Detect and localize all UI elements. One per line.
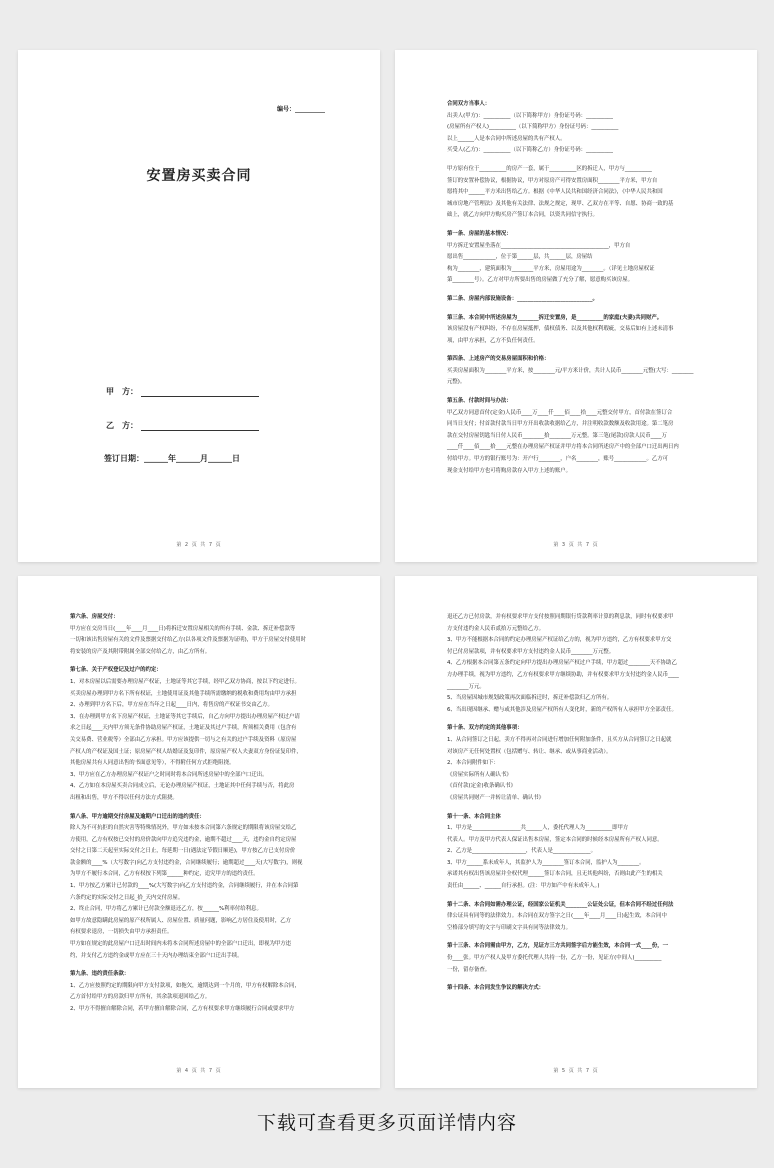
party-b-line — [141, 421, 259, 431]
page-two — [395, 50, 757, 562]
clause-text: 4、乙方根据本合同第五条约定向甲方提出办理房屋产权过户手续，甲方超过________天不协助乙 — [447, 660, 677, 667]
page-two-body — [447, 92, 717, 477]
page-footer: 第 3 页 共 7 页 — [553, 542, 599, 548]
party-a-line — [141, 387, 259, 397]
clause-text: 一切和该出售房屋有关的文件及票据交付给乙方(以各项文件及票据为证明)，甲方于房屋交付使用时 — [70, 637, 307, 644]
clause-heading: 第一条、房屋的基本情况： — [447, 230, 512, 237]
clause-heading: 第二条、房屋内部设施设备：____________________________。 — [447, 295, 598, 302]
clause-heading: 第五条、付款时间与办法： — [447, 398, 512, 405]
clause-text: 方支付违约金人民币贰拾万元整给乙方。 — [447, 625, 545, 632]
clause-heading: 第十条、双方约定的其他事项： — [447, 725, 523, 732]
clause-text: 六条约定的实际交付之日起_拾_天内交付房屋。 — [70, 894, 184, 901]
page-three-body — [70, 612, 340, 1016]
clause-text: 《房屋实际所有人确认书》 — [447, 771, 512, 778]
clause-heading: 第十四条、本合同发生争议的解决方式： — [447, 985, 545, 992]
clause-text: 4、乙方如在本房屋买卖合同成立后，无论办理房屋产权证，土地证其中任何手续与否，将此房 — [70, 783, 295, 790]
clause-text: 3、甲方不能根据本合同的约定办理房屋产权证给乙方的，视为甲方违约，乙方有权要求甲方交 — [447, 637, 672, 644]
clause-text: 如甲方故意隐瞒此房屋的原产权所属人、房屋位置、质量问题，影响乙方居住及使用时，乙方 — [70, 917, 292, 924]
clause-text: 将安装的房产及其附带附属全部交付给乙方，由乙方所有。 — [70, 648, 211, 655]
clause-text: 买卖房屋办理到甲方名下所有权证，土地使用证及其他手续所需缴纳的税收和费用均由甲方承担 — [70, 690, 297, 697]
clause-text: 1、甲方是__________________共______人，委托代理人为__________即甲方 — [447, 825, 629, 832]
clause-heading: 第七条、关于产权登记及过户的约定： — [70, 667, 162, 674]
clause-heading: 第十三条、本合同需由甲方，乙方，见证方三方共同签字后方能生效，本合同一式____份，一 — [447, 943, 669, 950]
clause-text: 约，并支付乙方违约金或甲方应在三十天内办理结束全部户口迁出手续。 — [70, 952, 243, 959]
clause-text: 买受人(乙方)：__________（以下简称乙方）身份证号码：__________ — [447, 147, 613, 154]
page-cover — [18, 50, 380, 562]
clause-text: 3、甲方应在乙方办理房屋产权证户之时同时将本合同所述房屋中的全部户口迁出。 — [70, 771, 268, 778]
clause-text: 甲乙双方同意首付(定金)人民币____万____仟____佰____拾____元整交付甲方，首付款在签订合 — [447, 409, 673, 416]
party-b-label: 乙 方： — [106, 421, 138, 430]
clause-text: 同当日支付；付首款付款当日甲方开出收款收据给乙方，并注明收款数额及收款用途。第二笔房 — [447, 421, 674, 428]
clause-text: 以上______人是本合同中所述房屋的共有产权人。 — [447, 135, 566, 142]
clause-text: 款金额的____%（大写数字)向乙方支付违约金，合同继续履行；逾期超过____天(大写数字)，则视 — [70, 859, 303, 866]
clause-text: 第________号）。乙方对甲方所要出售的房屋做了充分了解，愿意购买该房屋。 — [447, 277, 633, 284]
clause-heading: 第十二条、本合同如需办理公证，经国家公证机关________公证处公证，但本合同不经过任何法 — [447, 901, 674, 908]
clause-text: 空格部分填写的文字与印刷文字具有同等法律效力。 — [447, 924, 571, 931]
clause-text: 项，由甲方承担，乙方不负任何责任。 — [447, 337, 539, 344]
clause-text: 5、当房屋因城市规划政策再次面临拆迁时，拆迁补偿款归乙方所有。 — [447, 695, 613, 702]
clause-text: 2、办理到甲方名下后，甲方应在当年之日起____日内，将售房的产权证书交由乙方。 — [70, 702, 273, 709]
clause-text: 构为________，建筑面积为________平方米，房屋用途为________。（详见土地房屋权证 — [447, 265, 655, 272]
clause-text: 产权人的产权证及国土证；原房屋产权人结婚证及复印件，原房屋产权人夫妻双方身份证复印件， — [70, 748, 302, 755]
clause-text: 方使用，乙方有权按已交付的房价款向甲方追究违约金，逾期不超过____天，违约金自约定房屋 — [70, 836, 297, 843]
clause-text: 交付之日第二天起至实际交付之日止，每延期一日(遇法定节假日顺延)，甲方按乙方已支付房价 — [70, 848, 296, 855]
clause-text: ________万元。 — [447, 683, 485, 690]
sign-date-row — [104, 453, 240, 464]
clause-text: 出租和出售，甲方不得以任何方法方式阻挠。 — [70, 794, 178, 801]
clause-text: 承诺其有权出售该房屋并全权代理______签订本合同，且无其他纠纷，否则由此产生的相关 — [447, 871, 663, 878]
contract-title: 安置房买卖合同 — [146, 168, 252, 184]
party-a-row — [106, 386, 259, 397]
download-caption: 下载可查看更多页面详情内容 — [256, 1112, 517, 1134]
clause-text: 城市房地产管理法》及其他有关法律、法规之规定，现甲、乙双方在平等、自愿、协商一致的基 — [447, 200, 674, 207]
clause-heading: 第六条、房屋交付： — [70, 614, 119, 620]
page-four-body — [447, 612, 717, 995]
clause-text: 关交易费、营业税等）全部由乙方承担。甲方应该提供一切与之有关的过户手续及资料（原房屋 — [70, 736, 297, 743]
clause-text: 求之日起____天内甲方须无条件协助房屋产权证，土地证及其过户手续，所须相关费用（包含有 — [70, 725, 297, 732]
clause-text: 础上，就乙方向甲方购买房产签订本合同，以资共同信守执行。 — [447, 212, 598, 219]
clause-text: 1、乙方应按照约定的期限向甲方支付款项，如拖欠，逾期达到一个月的，甲方有权解除本合同， — [70, 982, 300, 989]
clause-text: 该房屋没有产权纠纷，不存在房屋抵押，债权债务、以及其他权利瑕疵，交易后如有上述未清事 — [447, 326, 674, 333]
clause-text: 付已付房屋款项，并有权要求甲方支付违约金人民币________万元整。 — [447, 648, 615, 655]
clause-heading: 第十一条、本合同主体 — [447, 813, 501, 820]
page-three — [18, 576, 380, 1088]
clause-heading: 第八条、甲方逾期交付房屋及逾期户口迁出的违约责任： — [70, 813, 205, 820]
clause-text: ____仟____佰____拾____元整在办理房屋产权证并甲方将本合同所述房产中的全部户口迁出两日内 — [447, 444, 679, 451]
clause-text: 代表人。甲方及甲方代表人保证出售本房屋，签定本合同的时候经本房屋所有产权人同意。 — [447, 836, 663, 843]
clause-text: 律公证具有同等的法律效力。本合同在双方签字之日(____年____月____日)起生效，本合同中 — [447, 913, 667, 920]
clause-text: 3、在办理到甲方名下房屋产权证，土地证等其它手续后，自乙方向甲方提出办理房屋产权过户请 — [70, 713, 300, 720]
clause-text: 甲方拆迁安置屋坐落在________________________________________，甲方自 — [447, 242, 631, 249]
clause-text: 份____张。甲方产权人及甲方委托代理人共持一份，乙方一份，见证方(中间人)__________ — [447, 955, 662, 962]
clause-text: 责任由______、______自行承担。(注：甲方如产中有未成年人。) — [447, 883, 600, 890]
contract-number: 编号：__________ — [276, 106, 325, 113]
clause-text: 1、对本房屋以后需要办理房屋产权证，土地证等其它手续，经甲乙双方协商，按以下约定进行。 — [70, 678, 300, 685]
clause-text: 款在交付房屋钥匙当日付人民币________拾________万元整。第三笔(尾款)房款人民币____万 — [447, 432, 667, 439]
clause-text: 6、当出现因继承、赠与或其他涉及房屋产权所有人变化时，新的产权所有人承担甲方全部责任。 — [447, 706, 677, 713]
clause-text: 现金支付给甲方也可将购房款存入甲方上述的账户。 — [447, 467, 571, 474]
clause-heading: 第四条、上述房产的交易房屋面积和价格： — [447, 356, 550, 363]
clause-text: 2、甲方不得擅自解除合同，若甲方擅自解除合同，乙方有权要求甲方继续履行合同或要求甲方 — [70, 1006, 295, 1012]
clause-text: 2、乙方是____________________，代表人是______________。 — [447, 848, 596, 855]
page-four — [395, 576, 757, 1088]
clause-text: 愿出售____________，位于第______层，共______层，房屋结 — [447, 254, 593, 261]
page-footer: 第 5 页 共 7 页 — [553, 1068, 599, 1074]
clause-text: 3、甲方______系未成年人，其监护人为________签订本合同，监护人为________。 — [447, 859, 645, 866]
clause-text: 《首付款(定金)收条确认书》 — [447, 783, 516, 790]
clause-text: 元整)。 — [447, 379, 466, 386]
page-footer: 第 4 页 共 7 页 — [176, 1068, 222, 1074]
clause-text: 其他房屋共有人同意出售的书面意见等），不得附任何方式拒绝阻挠。 — [70, 760, 235, 767]
clause-text: 出卖人(甲方)：__________（以下简称甲方）身份证号码：__________ — [447, 112, 613, 119]
clause-text: 方办理手续，视为甲方违约，乙方有权要求甲方继续协助，并有权要求甲方支付违约金人民币____ — [447, 671, 679, 678]
clause-text: 一份，留存备查。 — [447, 966, 491, 973]
page-footer: 第 2 页 共 7 页 — [176, 542, 222, 548]
clause-heading: 第三条、本合同中所述房屋为________拆迁安置房，是__________的家庭(夫妻)共同财产。 — [447, 314, 663, 321]
clause-text: 2、本合同附件如下： — [447, 760, 499, 767]
clause-text: 对该房产无任何处置权（包括赠与、转让、继承、或从事商业活动）。 — [447, 748, 612, 755]
clause-text: 有权要求退房，一切损失由甲方承担责任。 — [70, 929, 173, 936]
clause-text: 付给甲方。甲方的银行账号为：开户行________，户名________，账号____________。乙方可 — [447, 456, 669, 463]
clause-text: 为甲方不履行本合同，乙方有权按下列第______种约定，追究甲方的违约责任。 — [70, 871, 259, 878]
clause-text: 1、甲方按乙方累计已付款的____%(大写数字)向乙方支付违约金，合同继续履行，并在本合同第 — [70, 883, 299, 890]
clause-text: 乙方首付给甲方的房款归甲方所有，其余款项退回给乙方。 — [70, 994, 211, 1001]
clause-text: 2、终止合同，甲方将乙方累计已付款全额退还乙方，按______%利率付给利息。 — [70, 906, 262, 913]
clause-text: 签订的安置补偿协议，根据协议，甲方对原房产可得安置房面积________平方米，甲方自 — [447, 177, 658, 184]
party-b-row — [106, 420, 259, 431]
clause-text: 甲方如在规定的此房屋户口迁出时间内未将本合同所述房屋中的全部户口迁出，即视为甲方违 — [70, 941, 292, 948]
clause-heading: 合同双方当事人： — [447, 101, 491, 107]
clause-text: 《房屋共同财产一并转让清单、确认书》 — [447, 794, 545, 801]
clause-text: 愿将其中______平方米出售给乙方。根据《中华人民共和国经济合同法》，《中华人民共和国 — [447, 189, 663, 196]
clause-text: 除人为不可抗拒的自然灾害等特殊情况外，甲方如未按本合同第六条规定的期限将该房屋交给乙 — [70, 825, 297, 832]
clause-text: 退还乙方已付房款，并有权要求甲方支付按照同期银行贷款利率计算的利息款，同时有权要求甲 — [447, 614, 674, 620]
clause-text: 甲方应在交房当日(____年____月____日)将拆迁安置房屋相关的所有手续、金款、拆迁补偿款等 — [70, 625, 296, 632]
clause-text: (房屋所有产权人)__________（以下简称甲方）身份证号码：__________ — [447, 124, 619, 131]
party-a-label: 甲 方： — [106, 387, 138, 396]
clause-heading: 第九条、违约责任条款： — [70, 971, 130, 978]
clause-text: 甲方原有位于__________的房产一套，属于__________区的拆迁人，甲方与__________ — [447, 165, 652, 172]
sign-date-label: 签订日期：______年______月______日 — [104, 454, 240, 463]
clause-text: 1、从合同签订之日起，卖方不得再对合同进行增加任何附加条件，且买方从合同签订之日起就 — [447, 736, 672, 743]
clause-text: 买卖房屋面积为________平方米，按________元/平方米计价，共计人民币________元整(大写：________ — [447, 367, 694, 374]
